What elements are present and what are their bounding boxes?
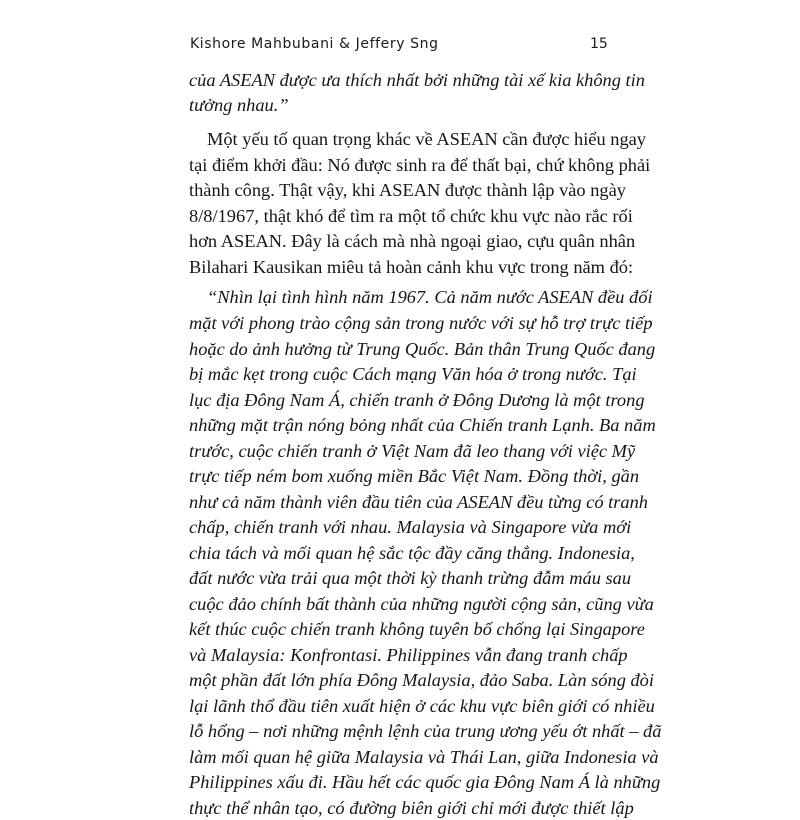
text-line: như cả năm thành viên đầu tiên của ASEAN đều từng có tranh bbox=[189, 492, 648, 512]
text-line: bị mắc kẹt trong cuộc Cách mạng Văn hóa ở trong nước. Tại bbox=[189, 364, 637, 384]
text-line: Một yếu tố quan trọng khác về ASEAN cần được hiểu ngay bbox=[207, 129, 647, 149]
text-line: mặt với phong trào cộng sản trong nước với sự hỗ trợ trực tiếp bbox=[189, 313, 653, 333]
text-line: chấp, chiến tranh với nhau. Malaysia và Singapore vừa mới bbox=[189, 517, 632, 537]
text-line: và Malaysia: Konfrontasi. Philippines vẫn đang tranh chấp bbox=[189, 645, 628, 665]
text-line: làm mối quan hệ giữa Malaysia và Thái Lan, giữa Indonesia và bbox=[189, 747, 659, 767]
text-line: Bilahari Kausikan miêu tả hoàn cảnh khu vực trong năm đó: bbox=[189, 257, 634, 277]
text-line: lại lãnh thổ đầu tiên xuất hiện ở các khu vực biên giới có nhiều bbox=[189, 696, 655, 716]
text-line: thành công. Thật vậy, khi ASEAN được thành lập vào ngày bbox=[189, 180, 626, 200]
text-line: hơn ASEAN. Đây là cách mà nhà ngoại giao, cựu quân nhân bbox=[189, 231, 636, 251]
text-line: cuộc đảo chính bất thành của những người cộng sản, cũng vừa bbox=[189, 594, 654, 614]
text-line: đất nước vừa trải qua một thời kỳ thanh trừng đẫm máu sau bbox=[189, 568, 632, 588]
text-line: thực thể nhân tạo, có đường biên giới chỉ mới được thiết lập bbox=[189, 798, 634, 818]
text-line: trước, cuộc chiến tranh ở Việt Nam đã leo thang với việc Mỹ bbox=[189, 441, 636, 461]
text-line: 8/8/1967, thật khó để tìm ra một tổ chức khu vực nào rắc rối bbox=[189, 206, 633, 226]
text-line: tại điểm khởi đầu: Nó được sinh ra để thất bại, chứ không phải bbox=[189, 155, 651, 175]
text-line: tưởng nhau.” bbox=[189, 95, 289, 115]
text-line: chia tách và mối quan hệ sắc tộc đầy căng thẳng. Indonesia, bbox=[189, 543, 635, 563]
text-line: những mặt trận nóng bỏng nhất của Chiến tranh Lạnh. Ba năm bbox=[189, 415, 656, 435]
text-line: kết thúc cuộc chiến tranh không tuyên bố chống lại Singapore bbox=[189, 619, 645, 639]
text-line: một phần đất lớn phía Đông Malaysia, đảo Saba. Làn sóng đòi bbox=[189, 670, 654, 690]
text-line: hoặc do ảnh hưởng từ Trung Quốc. Bản thân Trung Quốc đang bbox=[189, 339, 656, 359]
text-line: “Nhìn lại tình hình năm 1967. Cả năm nước ASEAN đều đối bbox=[207, 287, 653, 307]
text-line: lỗ hổng – nơi những mệnh lệnh của trung ương yếu ớt nhất – đã bbox=[189, 721, 662, 741]
text-line: của ASEAN được ưa thích nhất bởi những tài xế kia không tin bbox=[189, 70, 645, 90]
running-head-authors: Kishore Mahbubani & Jeffery Sng bbox=[190, 36, 439, 52]
text-line: trực tiếp ném bom xuống miền Bắc Việt Nam. Đồng thời, gần bbox=[189, 466, 640, 486]
page-number: 15 bbox=[590, 36, 608, 52]
text-line: Philippines xấu đi. Hầu hết các quốc gia Đông Nam Á là những bbox=[189, 772, 661, 792]
text-line: lục địa Đông Nam Á, chiến tranh ở Đông Dương là một trong bbox=[189, 390, 645, 410]
